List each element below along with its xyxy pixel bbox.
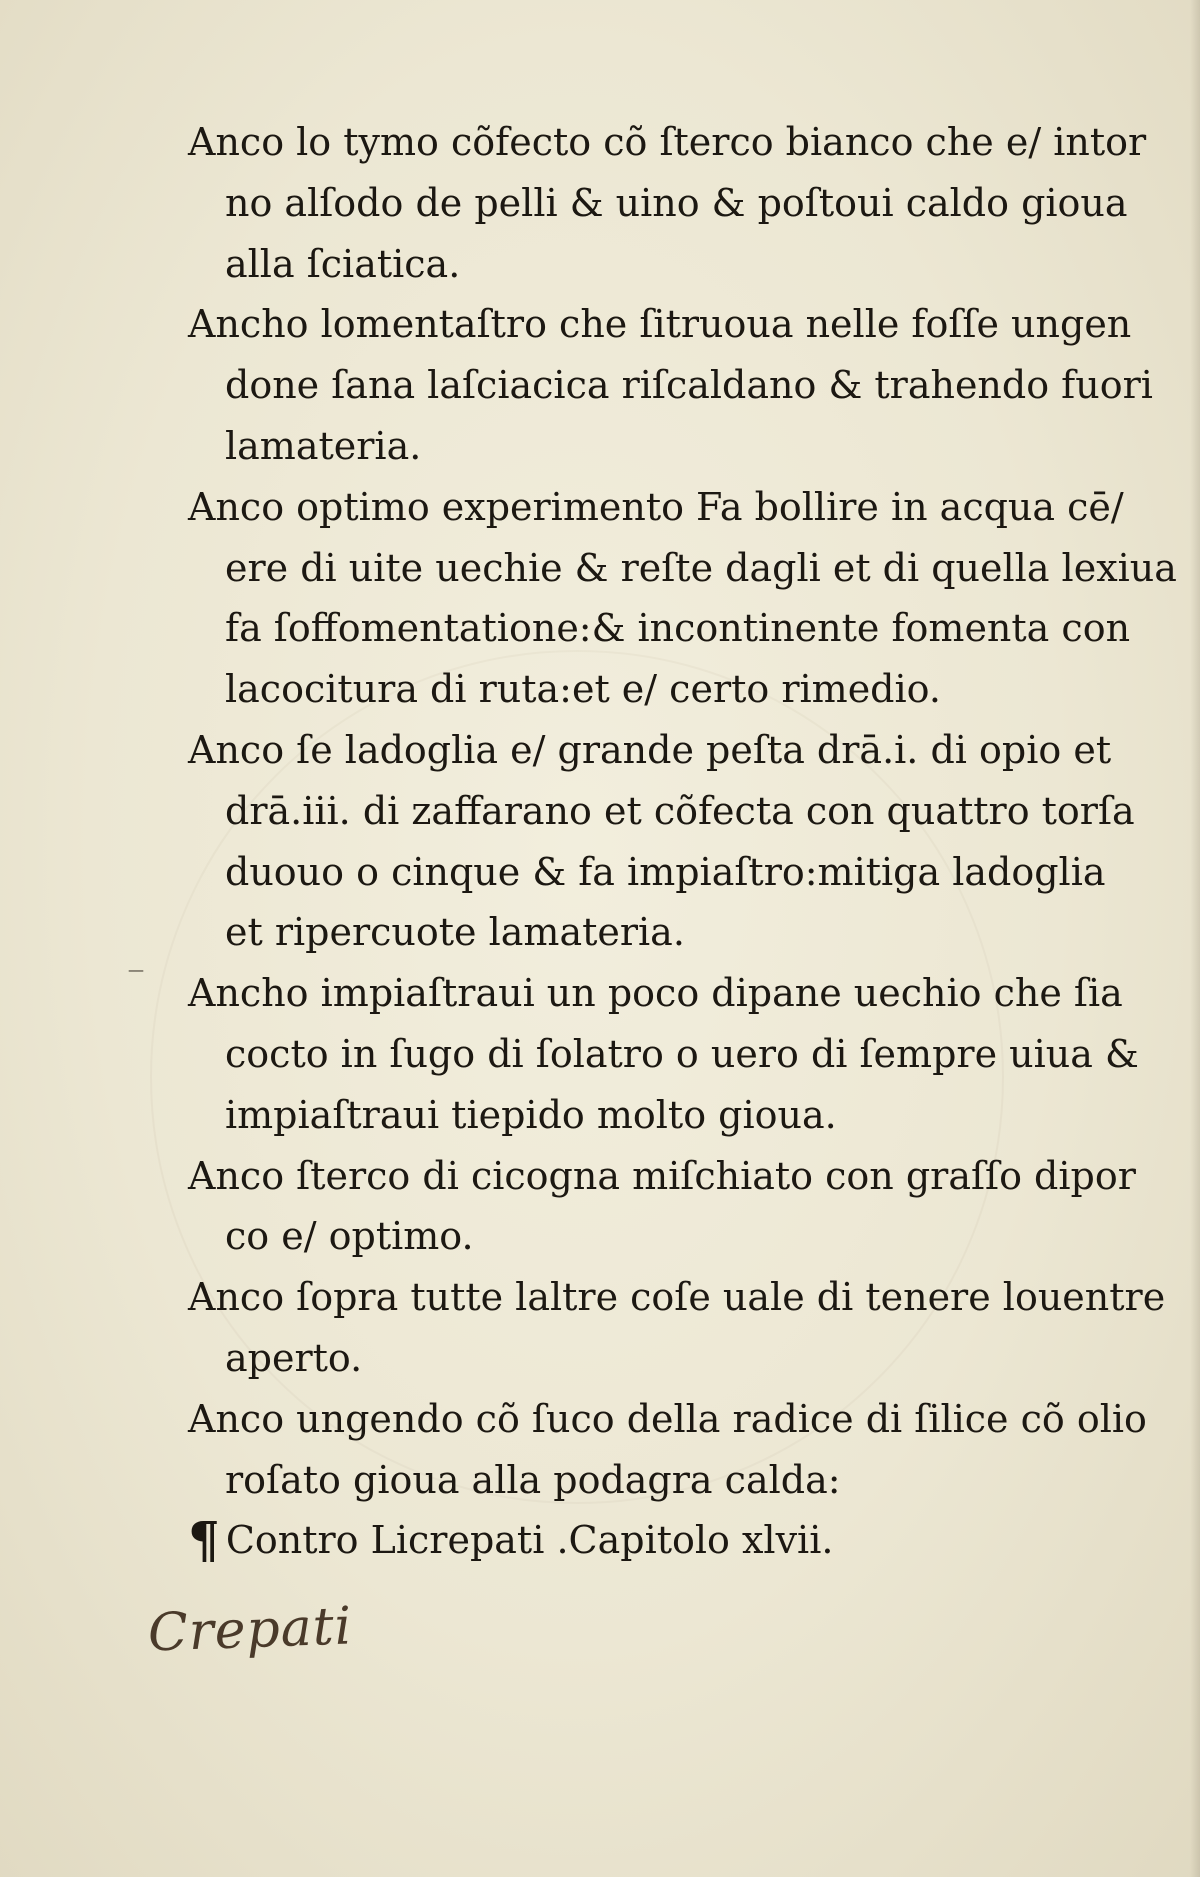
text-block [183, 112, 1177, 1571]
entry-line: Anco ſe ladoglia e/ grande peſta drā.i. di opio et [188, 727, 1112, 772]
entry-line: no alſodo de pelli & uino & poſtoui caldo gioua [225, 180, 1128, 225]
entry-line: done ſana laſciacica riſcaldano & trahendo fuori [225, 363, 1153, 408]
entry-line: fa ſoffomentatione:& incontinente fomenta con [225, 606, 1131, 651]
entry-1 [183, 112, 1153, 294]
page-edge-shadow [1190, 0, 1200, 1877]
entry-3 [183, 477, 1177, 720]
entry-line: Anco lo tymo cõfecto cõ ſterco bianco che e/ intor [188, 120, 1147, 164]
entry-line: impiaſtraui tiepido molto gioua. [225, 1092, 837, 1137]
entry-line: aperto. [225, 1335, 363, 1380]
entry-7 [183, 1267, 1166, 1389]
entry-line: ere di uite uechie & reſte dagli et di quella lexiua [225, 545, 1177, 590]
entry-line: co e/ optimo. [225, 1214, 474, 1259]
handwritten-annotation: Crepati [147, 1596, 354, 1664]
entry-line: Anco optimo experimento Fa bollire in acqua cē/ [188, 484, 1124, 529]
entry-line: Ancho lomentaſtro che ſitruoua nelle foſſe ungen [188, 302, 1132, 347]
chapter-heading [183, 1510, 1153, 1571]
entry-line: alla ſciatica. [225, 241, 461, 286]
entry-line: cocto in ſugo di ſolatro o uero di ſempre uiua & [225, 1031, 1139, 1076]
pilcrow-mark: ¶ [188, 1510, 220, 1570]
entry-6 [183, 1146, 1153, 1268]
entry-line: Anco ſopra tutte laltre coſe uale di tenere louentre [188, 1275, 1166, 1320]
entry-line: duouo o cinque & fa impiaſtro:mitiga ladoglia [225, 849, 1106, 894]
chapter-heading-text: Contro Licrepati .Capitolo xlvii. [225, 1518, 834, 1563]
entry-line: roſato gioua alla podagra calda: [225, 1457, 841, 1502]
marginal-tick-mark: — [128, 960, 144, 979]
entry-4 [183, 720, 1153, 963]
entry-line: et ripercuote lamateria. [225, 910, 685, 955]
entry-line: Anco ſterco di cicogna miſchiato con graſſo dipor [188, 1153, 1136, 1198]
entry-line: drā.iii. di zaffarano et cõfecta con quattro torſa [225, 788, 1135, 833]
entry-line: Anco ungendo cõ ſuco della radice di ſilice cõ olio [188, 1396, 1147, 1441]
entry-8 [183, 1389, 1153, 1511]
entry-2 [183, 294, 1153, 476]
entry-line: lacocitura di ruta:et e/ certo rimedio. [225, 667, 941, 712]
entry-line: lamateria. [225, 423, 422, 468]
entry-line: Ancho impiaſtraui un poco dipane uechio che ſia [188, 971, 1123, 1016]
entry-5 [183, 963, 1153, 1145]
